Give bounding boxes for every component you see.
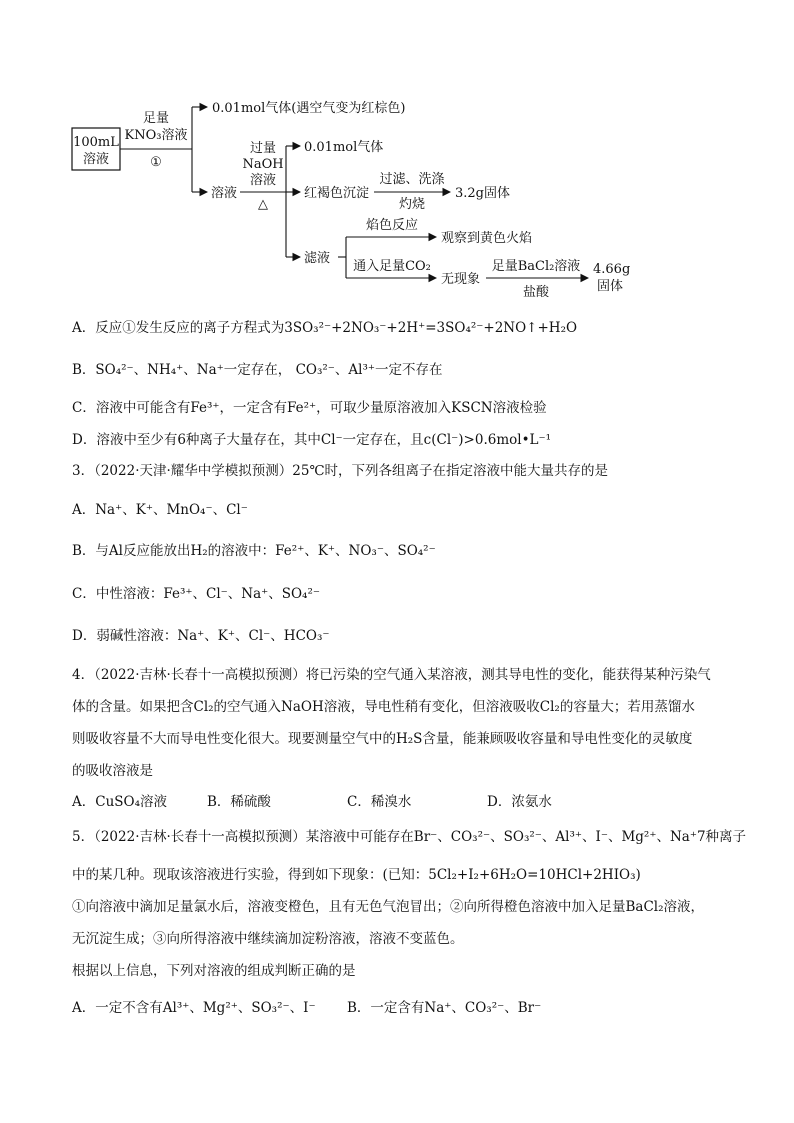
q5-line1: 5．（2022·吉林·长春十一高模拟预测）某溶液中可能存在Br⁻、CO₃²⁻、SO₃²⁻、Al³⁺、I⁻、Mg²⁺、Na⁺7种离子 xyxy=(72,829,747,845)
gas1-label: 0.01mol气体(遇空气变为红棕色) xyxy=(212,101,406,116)
flow-diagram xyxy=(0,0,794,310)
step1-above-1: 足量 xyxy=(142,111,170,126)
solid2-line1: 4.66g xyxy=(593,262,631,277)
bacl2-above: 足量BaCl₂溶液 xyxy=(491,259,581,274)
q4-line4: 的吸收溶液是 xyxy=(72,763,153,779)
q4-line2: 体的含量。如果把含Cl₂的空气通入NaOH溶液，导电性稍有变化，但溶液吸收Cl₂的容量大；若用蒸馏水 xyxy=(72,699,695,715)
q5-line2: 中的某几种。现取该溶液进行实验，得到如下现象：(已知：5Cl₂+I₂+6H₂O=10HCl+2HIO₃) xyxy=(72,867,641,883)
step1-below: ① xyxy=(150,155,162,170)
gas2-label: 0.01mol气体 xyxy=(304,140,384,155)
q3-option-a: A．Na⁺、K⁺、MnO₄⁻、Cl⁻ xyxy=(72,502,248,518)
step2-above-1: 过量 xyxy=(249,141,277,156)
q5-option-a: A．一定不含有Al³⁺、Mg²⁺、SO₃²⁻、I⁻ xyxy=(72,1000,316,1016)
filtrate-label: 滤液 xyxy=(304,251,331,266)
q5-option-b: B．一定含有Na⁺、CO₃²⁻、Br⁻ xyxy=(347,1000,542,1016)
q2-option-b: B．SO₄²⁻、NH₄⁺、Na⁺一定存在， CO₃²⁻、Al³⁺一定不存在 xyxy=(72,362,443,378)
precipitate-label: 红褐色沉淀 xyxy=(304,186,370,201)
q2-option-d: D．溶液中至少有6种离子大量存在，其中Cl⁻一定存在，且c(Cl⁻)>0.6mol•L⁻¹ xyxy=(72,432,552,448)
q5-line5: 根据以上信息，下列对溶液的组成判断正确的是 xyxy=(72,963,356,979)
step3-below: 灼烧 xyxy=(398,197,426,212)
start-box-line1: 100mL xyxy=(73,135,119,150)
solid1-label: 3.2g固体 xyxy=(455,186,510,201)
q5-line4: 无沉淀生成；③向所得溶液中继续滴加淀粉溶液，溶液不变蓝色。 xyxy=(72,931,464,947)
q4-options xyxy=(72,792,552,812)
co2-step-label: 通入足量CO₂ xyxy=(353,259,431,274)
step3-above: 过滤、洗涤 xyxy=(379,172,445,187)
step2-above-3: 溶液 xyxy=(249,173,277,188)
q4-option-a: A．CuSO₄溶液 xyxy=(72,794,168,810)
q3-stem: 3．（2022·天津·耀华中学模拟预测）25℃时，下列各组离子在指定溶液中能大量共存的是 xyxy=(72,463,609,479)
q4-option-b: B．稀硫酸 xyxy=(207,794,271,810)
q3-option-c: C．中性溶液：Fe³⁺、Cl⁻、Na⁺、SO₄²⁻ xyxy=(72,586,321,602)
bacl2-below: 盐酸 xyxy=(522,285,550,300)
q5-options xyxy=(72,998,541,1018)
q2-option-a: A．反应①发生反应的离子方程式为3SO₃²⁻+2NO₃⁻+2H⁺=3SO₄²⁻+2NO↑+H₂O xyxy=(72,320,578,336)
start-box-line2: 溶液 xyxy=(82,152,110,167)
q5-line3: ①向溶液中滴加足量氯水后，溶液变橙色，且有无色气泡冒出；②向所得橙色溶液中加入足量BaCl₂溶液， xyxy=(72,899,705,915)
flame-test-label: 焰色反应 xyxy=(365,218,419,233)
solution-label: 溶液 xyxy=(211,186,238,201)
step2-below: △ xyxy=(258,197,268,212)
q4-line1: 4．（2022·吉林·长春十一高模拟预测）将已污染的空气通入某溶液，测其导电性的变化，能获得某种污染气 xyxy=(72,667,711,683)
step1-above-2: KNO₃溶液 xyxy=(124,128,188,143)
solid2-line2: 固体 xyxy=(597,279,624,294)
q3-option-d: D．弱碱性溶液：Na⁺、K⁺、Cl⁻、HCO₃⁻ xyxy=(72,628,330,644)
q2-option-c: C．溶液中可能含有Fe³⁺，一定含有Fe²⁺，可取少量原溶液加入KSCN溶液检验 xyxy=(72,400,547,416)
no-phenomenon-label: 无现象 xyxy=(441,272,481,287)
flame-result-label: 观察到黄色火焰 xyxy=(441,231,533,246)
q4-line3: 则吸收容量不大而导电性变化很大。现要测量空气中的H₂S含量，能兼顾吸收容量和导电性变化的灵敏度 xyxy=(72,731,693,747)
step2-above-2: NaOH xyxy=(242,157,284,172)
q4-option-d: D．浓氨水 xyxy=(487,794,552,810)
q3-option-b: B．与Al反应能放出H₂的溶液中：Fe²⁺、K⁺、NO₃⁻、SO₄²⁻ xyxy=(72,543,436,559)
q4-option-c: C．稀溴水 xyxy=(347,794,412,810)
